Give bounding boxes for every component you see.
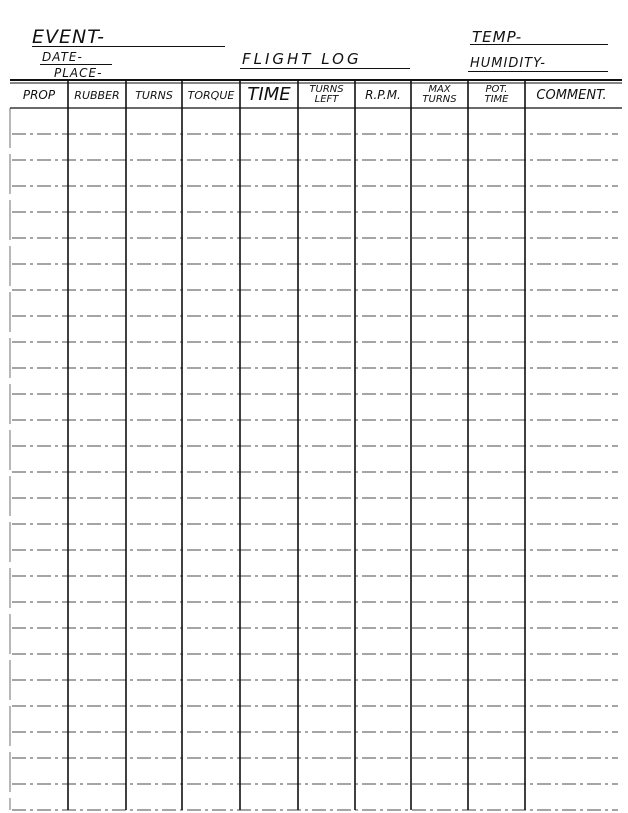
column-header-comment bbox=[525, 88, 618, 103]
column-header-rubber bbox=[68, 89, 126, 102]
page-title: FLIGHT LOG bbox=[242, 50, 362, 68]
column-header-prop-line: PROP bbox=[22, 88, 56, 102]
date-label: DATE- bbox=[42, 50, 83, 64]
event-label: EVENT- bbox=[32, 26, 105, 48]
column-header-time-line: TIME bbox=[247, 84, 291, 105]
column-header-time bbox=[240, 85, 298, 105]
column-header-max-turns-line: MAX bbox=[428, 84, 451, 95]
column-header-rpm-line: R.P.M. bbox=[365, 88, 401, 102]
column-header-rubber-line: RUBBER bbox=[74, 88, 120, 102]
column-header-comment-line: COMMENT. bbox=[536, 87, 607, 103]
column-header-max-turns-line: TURNS bbox=[422, 94, 457, 105]
column-header-pot-time-line: TIME bbox=[484, 94, 509, 105]
column-header-turns-line: TURNS bbox=[135, 88, 173, 102]
column-header-pot-time bbox=[468, 85, 525, 105]
column-header-turns bbox=[126, 89, 182, 102]
temp-label: TEMP- bbox=[472, 28, 523, 46]
column-header-turns-left-line: TURNS bbox=[309, 84, 344, 95]
column-header-torque-line: TORQUE bbox=[187, 88, 235, 102]
column-header-max-turns bbox=[411, 85, 468, 105]
place-label: PLACE- bbox=[54, 66, 103, 80]
column-header-prop bbox=[10, 88, 68, 102]
humidity-label: HUMIDITY- bbox=[470, 56, 546, 71]
column-header-pot-time-line: POT. bbox=[485, 84, 508, 95]
column-header-torque bbox=[182, 89, 240, 102]
column-header-turns-left-line: LEFT bbox=[314, 94, 339, 105]
column-header-rpm bbox=[355, 88, 411, 102]
column-header-turns-left bbox=[298, 85, 355, 105]
